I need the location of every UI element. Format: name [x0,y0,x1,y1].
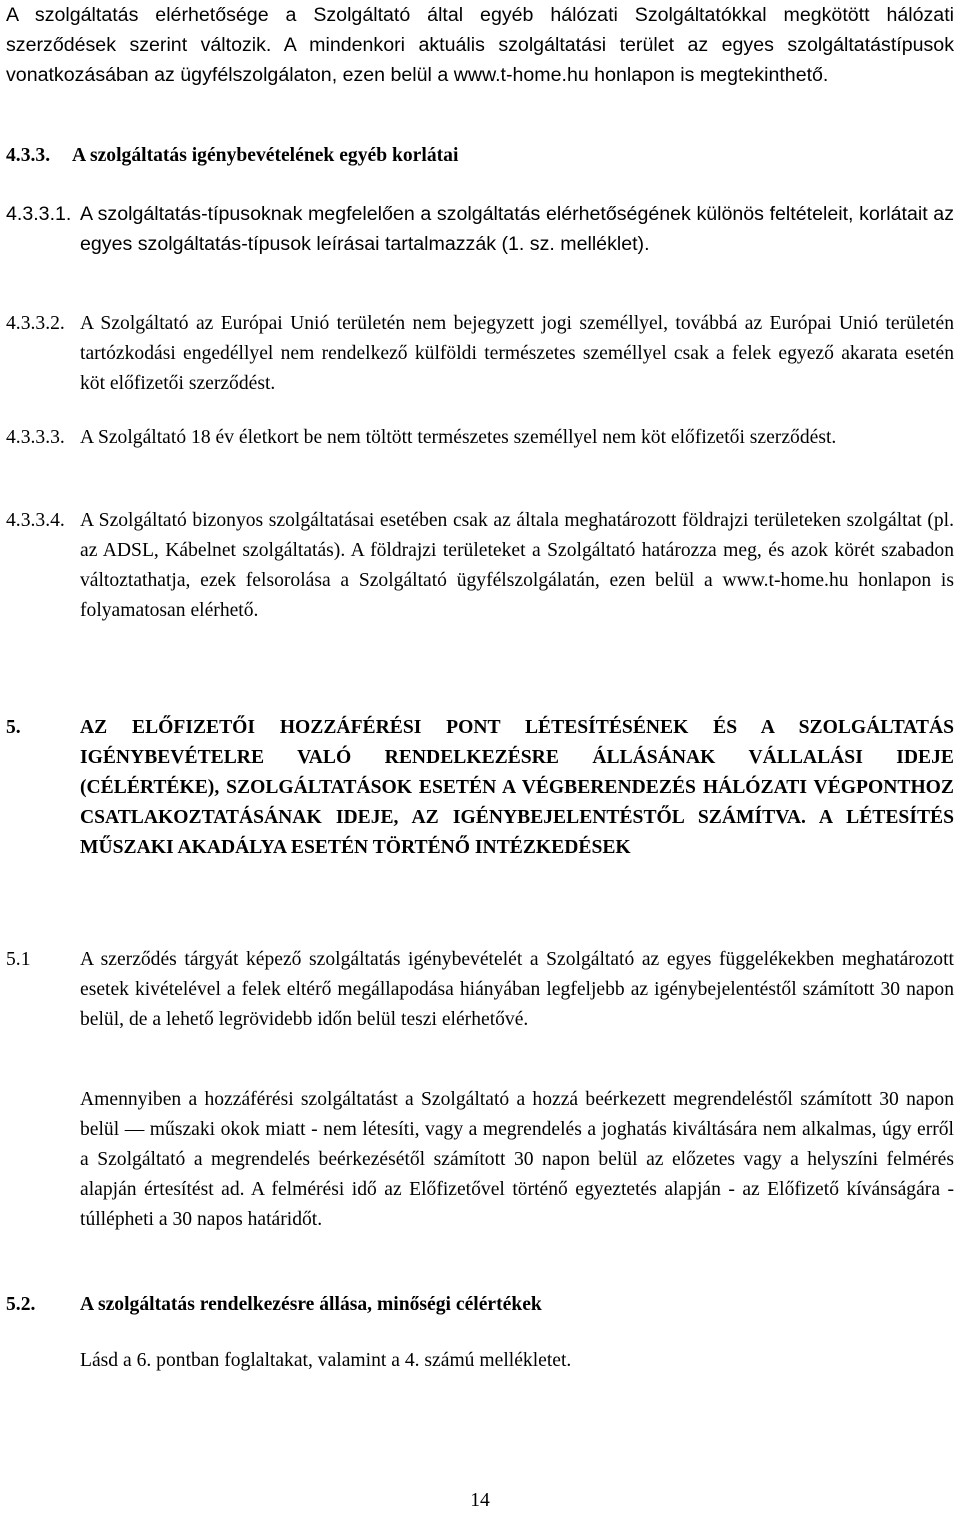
list-item-4-3-3-1 [6,199,954,259]
section-heading-5 [6,713,954,863]
item-text: A szolgáltatás-típusoknak megfelelően a szolgáltatás elérhetőségének különös feltételeit, korlátait az egyes szolgáltatás-típusok leírásai tartalmazzák (1. sz. melléklet). [80,203,954,255]
intro-paragraph: A szolgáltatás elérhetősége a Szolgáltató által egyéb hálózati Szolgáltatókkal megkötött hálózati szerződések szerint változik. A mindenkori aktuális szolgáltatási terület az egyes szolgáltatástípusok vonatkozásában az ügyfélszolgálaton, ezen belül a www.t-home.hu honlapon is megtekinthető. [6,4,954,86]
item-text: A Szolgáltató 18 év életkort be nem töltött természetes személlyel nem köt előfizetői szerződést. [80,427,837,448]
item-number: 4.3.3.3. [6,427,65,448]
list-item-4-3-3-2 [6,309,954,399]
section-number: 5. [6,717,21,738]
paragraph-5-2: Lásd a 6. pontban foglaltakat, valamint a 4. számú mellékletet. [80,1350,572,1371]
item-number: 4.3.3.2. [6,313,65,334]
section-number: 4.3.3. [6,145,51,166]
section-title: A szolgáltatás rendelkezésre állása, minőségi célértékek [80,1294,542,1315]
section-heading-5-2 [6,1290,542,1320]
item-text: A Szolgáltató bizonyos szolgáltatásai esetében csak az általa meghatározott földrajzi területeken szolgáltat (pl. az ADSL, Kábelnet szolgáltatás). A földrajzi területeket a Szolgáltató határozza meg, és azok körét szabadon változtathatja, ezek felsorolása a Szolgáltató ügyfélszolgálatán, ezen belül a www.t-home.hu honlapon is folyamatosan elérhető. [80,510,954,621]
item-text: A szerződés tárgyát képező szolgáltatás igénybevételét a Szolgáltató az egyes függelékekben meghatározott esetek kivételével a felek eltérő megállapodása hiányában legfeljebb az igénybejelentéstől számított 30 napon belül, de a lehető legrövidebb időn belül teszi elérhetővé. [80,949,954,1030]
list-item-4-3-3-4 [6,506,954,626]
page-number: 14 [470,1490,490,1511]
item-number: 5.1 [6,949,31,970]
section-number: 5.2. [6,1294,36,1315]
item-text: A Szolgáltató az Európai Unió területén nem bejegyzett jogi személlyel, továbbá az Európai Unió területén tartózkodási engedéllyel nem rendelkező külföldi természetes személlyel csak a felek egyező akarata esetén köt előfizetői szerződést. [80,313,954,394]
section-title: AZ ELŐFIZETŐI HOZZÁFÉRÉSI PONT LÉTESÍTÉSÉNEK ÉS A SZOLGÁLTATÁS IGÉNYBEVÉTELRE VALÓ RENDELKEZÉSRE ÁLLÁSÁNAK VÁLLALÁSI IDEJE (CÉLÉRTÉKE), SZOLGÁLTATÁSOK ESETÉN A VÉGBERENDEZÉS HÁLÓZATI VÉGPONTHOZ CSATLAKOZTATÁSÁNAK IDEJE, AZ IGÉNYBEJELENTÉSTŐL SZÁMÍTVA. A LÉTESÍTÉS MŰSZAKI AKADÁLYA ESETÉN TÖRTÉNŐ INTÉZKEDÉSEK [80,717,954,858]
section-heading-4-3-3 [6,141,458,171]
paragraph-5-1 [6,945,954,1035]
item-number: 4.3.3.4. [6,510,65,531]
section-title: A szolgáltatás igénybevételének egyéb korlátai [72,145,459,166]
item-number: 4.3.3.1. [6,203,72,225]
paragraph-5-1-continued: Amennyiben a hozzáférési szolgáltatást a Szolgáltató a hozzá beérkezett megrendeléstől számított 30 napon belül — műszaki okok miatt - nem létesíti, vagy a megrendelés a joghatás kiváltására nem alkalmas, úgy erről a Szolgáltató a megrendelés beérkezésétől számított 30 napon belül az előzetes vagy a helyszíni felmérés alapján értesítést ad. A felmérési idő az Előfizetővel történő egyeztetés alapján - az Előfizető kívánságára - túllépheti a 30 napos határidőt. [80,1089,954,1230]
list-item-4-3-3-3 [6,423,954,453]
